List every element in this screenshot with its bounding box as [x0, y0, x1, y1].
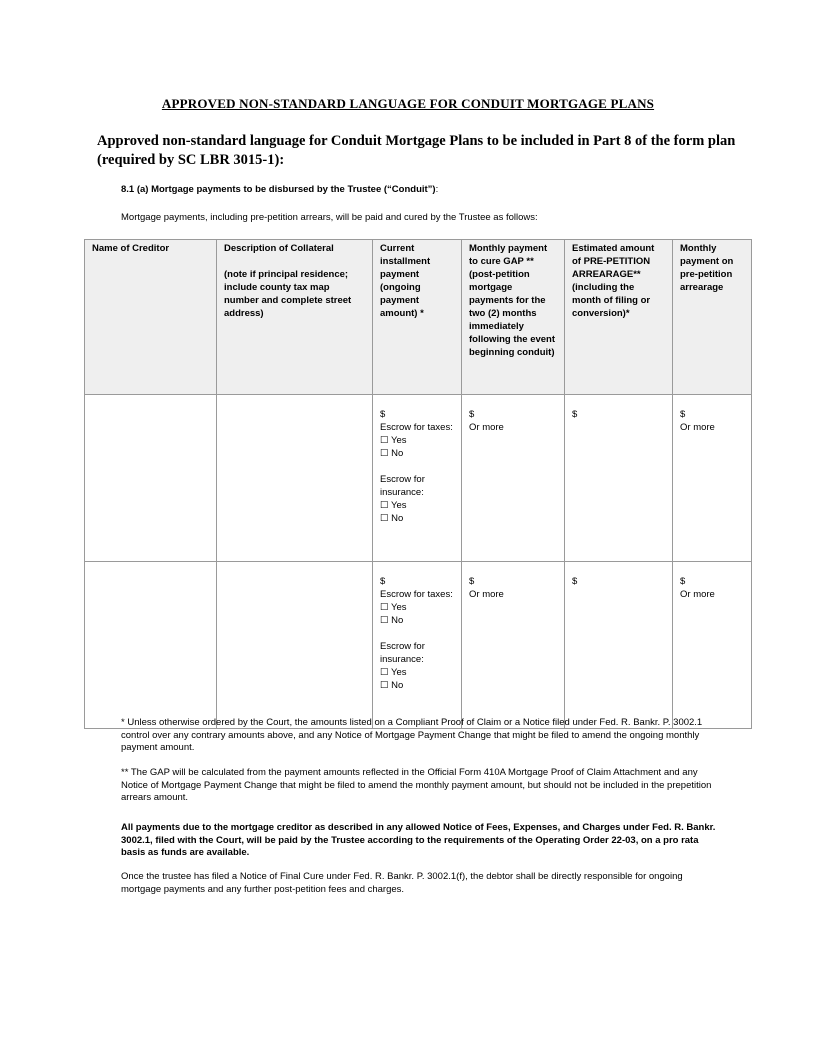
arrearage-cell [565, 562, 673, 729]
escrow-insurance-label: Escrow for insurance: [380, 474, 425, 498]
gap-or-more: Or more [469, 589, 504, 600]
escrow-insurance-no-checkbox[interactable]: ☐ No [380, 680, 404, 691]
escrow-insurance-yes-checkbox[interactable]: ☐ Yes [380, 500, 407, 511]
arrearage-payment-or-more: Or more [680, 422, 715, 433]
collateral-cell[interactable] [217, 395, 373, 562]
escrow-taxes-label: Escrow for taxes: [380, 589, 453, 600]
installment-amount[interactable]: $ [380, 409, 386, 420]
gap-amount[interactable]: $ [469, 409, 475, 420]
arrearage-amount[interactable]: $ [572, 409, 578, 420]
arrearage-payment-cell [673, 395, 752, 562]
creditor-cell[interactable] [85, 562, 217, 729]
escrow-taxes-yes-checkbox[interactable]: ☐ Yes [380, 602, 407, 613]
gap-cell [462, 562, 565, 729]
footnote-double-star: ** The GAP will be calculated from the payment amounts reflected in the Official Form 410A Mortgage Proof of Claim Attachment and any Notice of Mortgage Payment Change that might be filed to amend the monthly payment amount, but should not be included in the prepetition arrears amount. [121, 767, 712, 803]
table-row [85, 395, 752, 562]
section-heading [121, 184, 438, 195]
intro-paragraph: Approved non-standard language for Conduit Mortgage Plans to be included in Part 8 of the form plan (required by SC LBR 3015-1): [97, 133, 736, 168]
arrearage-payment-or-more: Or more [680, 589, 715, 600]
installment-amount[interactable]: $ [380, 576, 386, 587]
arrearage-payment-amount[interactable]: $ [680, 409, 686, 420]
gap-or-more: Or more [469, 422, 504, 433]
escrow-taxes-no-checkbox[interactable]: ☐ No [380, 448, 404, 459]
gap-cell [462, 395, 565, 562]
escrow-taxes-label: Escrow for taxes: [380, 422, 453, 433]
section-heading-colon: : [435, 184, 439, 195]
header-collateral-title: Description of Collateral [224, 243, 334, 254]
table-header-row [85, 240, 752, 395]
header-current-installment: Current installment payment (ongoing payment amount) * [373, 240, 462, 395]
header-monthly-arrearage-payment: Monthly payment on pre-petition arrearage [673, 240, 752, 395]
section-body: Mortgage payments, including pre-petition arrears, will be paid and cured by the Trustee as follows: [121, 212, 538, 223]
spacer [380, 460, 454, 473]
header-description-of-collateral [217, 240, 373, 395]
escrow-taxes-no-checkbox[interactable]: ☐ No [380, 615, 404, 626]
arrearage-cell [565, 395, 673, 562]
arrearage-payment-amount[interactable]: $ [680, 576, 686, 587]
table-row [85, 562, 752, 729]
fees-paragraph: All payments due to the mortgage creditor as described in any allowed Notice of Fees, Expenses, and Charges under Fed. R. Bankr. 3002.1, filed with the Court, will be paid by the Trustee according to the requirements of the Operating Order 22-03, on a pro rata basis as funds are available. [121, 822, 716, 858]
section-heading-text: 8.1 (a) Mortgage payments to be disbursed by the Trustee (“Conduit”) [121, 184, 436, 195]
escrow-taxes-yes-checkbox[interactable]: ☐ Yes [380, 435, 407, 446]
header-name-of-creditor: Name of Creditor [85, 240, 217, 395]
arrearage-amount[interactable]: $ [572, 576, 578, 587]
escrow-insurance-no-checkbox[interactable]: ☐ No [380, 513, 404, 524]
installment-cell [373, 562, 462, 729]
header-estimated-arrearage: Estimated amount of PRE-PETITION ARREARAGE** (including the month of filing or conversion)* [565, 240, 673, 395]
spacer [380, 627, 454, 640]
header-monthly-gap: Monthly payment to cure GAP ** (post-petition mortgage payments for the two (2) months immediately following the event beginning conduit) [462, 240, 565, 395]
arrearage-payment-cell [673, 562, 752, 729]
creditor-cell[interactable] [85, 395, 217, 562]
final-cure-paragraph: Once the trustee has filed a Notice of Final Cure under Fed. R. Bankr. P. 3002.1(f), the debtor shall be directly responsible for ongoing mortgage payments and any further post-petition fees and charges. [121, 871, 683, 895]
escrow-insurance-label: Escrow for insurance: [380, 641, 425, 665]
mortgage-payment-table [84, 239, 752, 729]
page-title: APPROVED NON-STANDARD LANGUAGE FOR CONDUIT MORTGAGE PLANS [161, 96, 655, 111]
escrow-insurance-yes-checkbox[interactable]: ☐ Yes [380, 667, 407, 678]
gap-amount[interactable]: $ [469, 576, 475, 587]
collateral-cell[interactable] [217, 562, 373, 729]
footnote-single-star: * Unless otherwise ordered by the Court, the amounts listed on a Compliant Proof of Claim or a Notice filed under Fed. R. Bankr. P. 3002.1 control over any contrary amounts above, and any Notice of Mortgage Payment Change that might be filed to amend the ongoing monthly payment amount. [121, 717, 703, 753]
header-collateral-note: (note if principal residence; include county tax map number and complete street address) [224, 269, 352, 319]
installment-cell [373, 395, 462, 562]
